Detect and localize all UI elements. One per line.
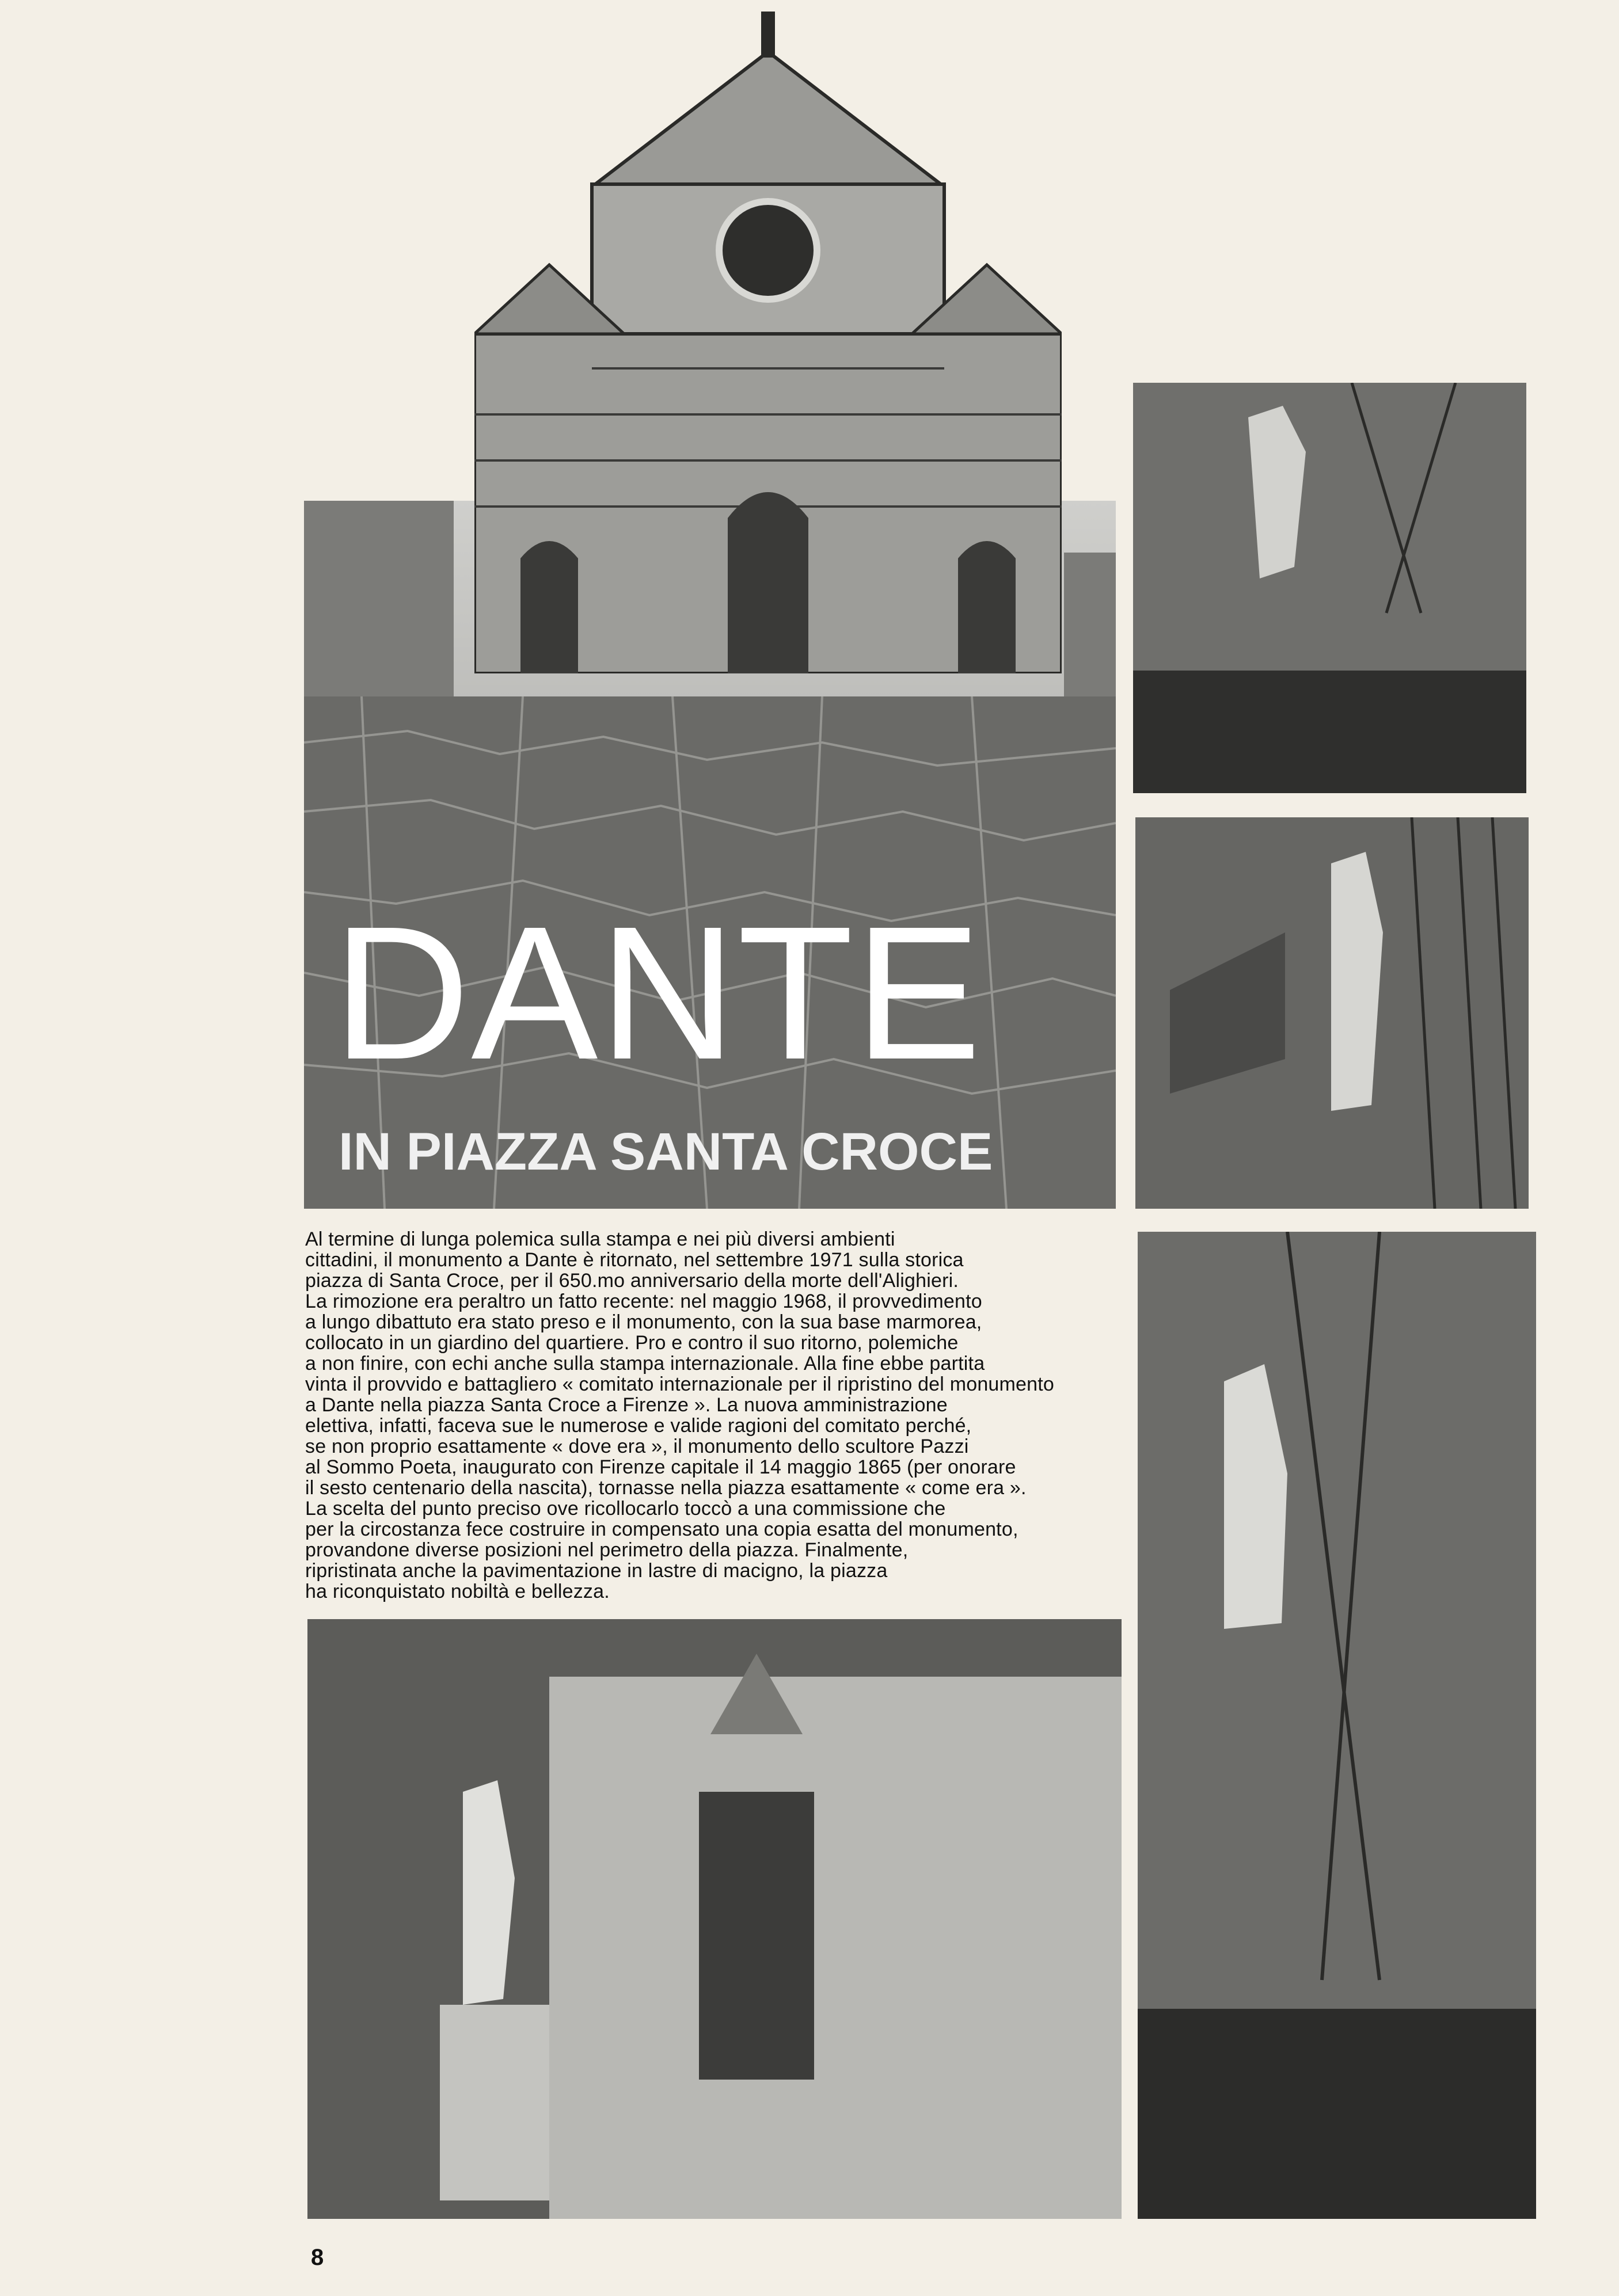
article-subtitle: IN PIAZZA SANTA CROCE	[339, 1122, 993, 1181]
photo-r3-graphic	[1138, 1232, 1536, 2219]
dante-statue-photo	[307, 1619, 1122, 2219]
article-title: DANTE	[333, 886, 983, 1099]
page-number: 8	[311, 2245, 324, 2270]
monument-crane-photo-2	[1135, 817, 1529, 1209]
monument-crane-photo-3	[1138, 1232, 1536, 2219]
photo-bottom-graphic	[307, 1619, 1122, 2219]
photo-r2-graphic	[1135, 817, 1529, 1209]
church-facade-illustration	[474, 12, 1062, 673]
article-body: Al termine di lunga polemica sulla stampa e nei più diversi ambienti cittadini, il monumento a Dante è ritornato, nel settembre 1971 sulla storica piazza di Santa Croce, per il 650.mo anniversario della morte dell'Alighieri. La rimozione era peraltro un fatto recente: nel maggio 1968, il provvedimento a lungo dibattuto era stato preso e il monumento, con la sua base marmorea, collocato in un giardino del quartiere. Pro e contro il suo ritorno, polemiche a non finire, con echi anche sulla stampa internazionale. Alla fine ebbe partita vinta il provvido e battagliero « comitato internazionale per il ripristino del monumento a Dante nella piazza Santa Croce a Firenze ». La nuova amministrazione elettiva, infatti, faceva sue le numerose e valide ragioni del comitato perché, se non proprio esattamente « dove era », il monumento dello scultore Pazzi al Sommo Poeta, inaugurato con Firenze capitale il 14 maggio 1865 (per onorare il sesto centenario della nascita), tornasse nella piazza esattamente « come era ». La scelta del punto preciso ove ricollocarlo toccò a una commissione che per la circostanza fece costruire in compensato una copia esatta del monumento, provandone diverse posizioni nel perimetro della piazza. Finalmente, ripristinata anche la pavimentazione in lastre di macigno, la piazza ha riconquistato nobiltà e bellezza.	[305, 1228, 1055, 1602]
photo-r1-graphic	[1133, 383, 1526, 793]
monument-crane-photo-1	[1133, 383, 1526, 793]
